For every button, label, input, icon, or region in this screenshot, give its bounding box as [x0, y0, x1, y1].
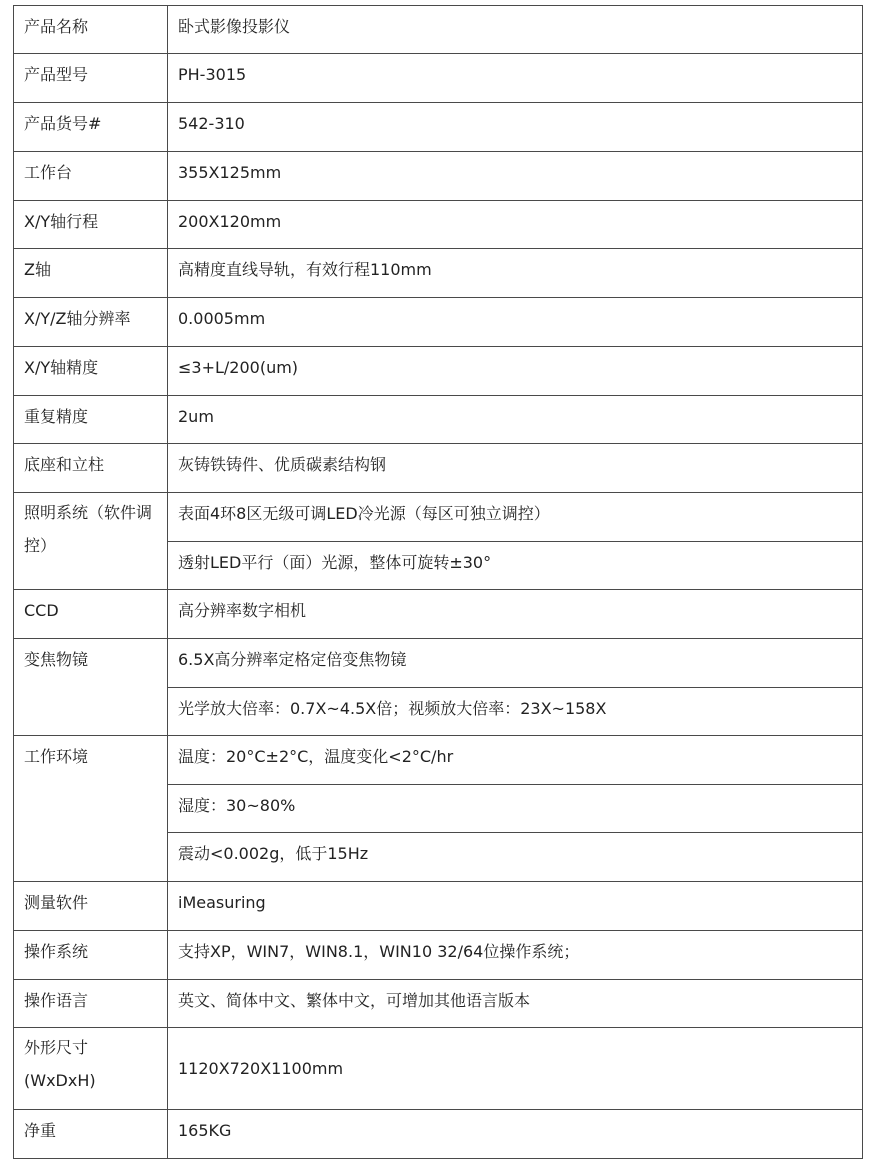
table-row [14, 1110, 863, 1159]
table-row [14, 249, 863, 298]
spec-label: 测量软件 [14, 882, 168, 931]
table-row [14, 590, 863, 639]
spec-value: 卧式影像投影仪 [168, 6, 863, 54]
spec-label: X/Y轴行程 [14, 201, 168, 249]
table-row [14, 347, 863, 396]
spec-label: 工作环境 [14, 736, 168, 882]
spec-value: 高分辨率数字相机 [168, 590, 863, 639]
table-row [14, 1028, 863, 1110]
spec-label: 操作系统 [14, 931, 168, 980]
spec-label: X/Y/Z轴分辨率 [14, 298, 168, 347]
spec-label: Z轴 [14, 249, 168, 298]
table-row [14, 152, 863, 201]
table-row [14, 201, 863, 249]
spec-label: 变焦物镜 [14, 639, 168, 736]
spec-value: ≤3+L/200(um) [168, 347, 863, 396]
spec-value: 透射LED平行（面）光源，整体可旋转±30° [168, 542, 863, 590]
spec-value: 支持XP，WIN7，WIN8.1，WIN10 32/64位操作系统； [168, 931, 863, 980]
table-row [14, 639, 863, 688]
spec-label: 照明系统（软件调控） [14, 493, 168, 590]
table-row [14, 103, 863, 152]
spec-table [13, 5, 863, 1159]
spec-label: 产品名称 [14, 6, 168, 54]
spec-label: 底座和立柱 [14, 444, 168, 493]
spec-label: 操作语言 [14, 980, 168, 1028]
table-row [14, 298, 863, 347]
spec-value: 灰铸铁铸件、优质碳素结构钢 [168, 444, 863, 493]
spec-value: 2um [168, 396, 863, 444]
spec-value: 200X120mm [168, 201, 863, 249]
spec-value: 湿度：30~80% [168, 785, 863, 833]
table-row [14, 882, 863, 931]
spec-value: 1120X720X1100mm [168, 1028, 863, 1110]
spec-value: 542-310 [168, 103, 863, 152]
spec-value: 表面4环8区无级可调LED冷光源（每区可独立调控） [168, 493, 863, 542]
spec-label: 产品型号 [14, 54, 168, 103]
table-row [14, 54, 863, 103]
table-row [14, 444, 863, 493]
spec-label: 产品货号# [14, 103, 168, 152]
spec-label: 重复精度 [14, 396, 168, 444]
spec-value: 0.0005mm [168, 298, 863, 347]
spec-label-line: (WxDxH) [24, 1071, 96, 1090]
spec-value: 光学放大倍率：0.7X~4.5X倍；视频放大倍率：23X~158X [168, 688, 863, 736]
table-row [14, 736, 863, 785]
spec-label: CCD [14, 590, 168, 639]
spec-label: 工作台 [14, 152, 168, 201]
spec-label: X/Y轴精度 [14, 347, 168, 396]
table-row [14, 493, 863, 542]
spec-value: 165KG [168, 1110, 863, 1159]
table-row [14, 980, 863, 1028]
spec-value: PH-3015 [168, 54, 863, 103]
spec-label: 净重 [14, 1110, 168, 1159]
spec-value: 震动<0.002g，低于15Hz [168, 833, 863, 882]
table-row [14, 6, 863, 54]
spec-value: 英文、简体中文、繁体中文，可增加其他语言版本 [168, 980, 863, 1028]
spec-value: 高精度直线导轨，有效行程110mm [168, 249, 863, 298]
spec-value: 温度：20°C±2°C，温度变化<2°C/hr [168, 736, 863, 785]
spec-label [14, 1028, 168, 1110]
spec-value: 355X125mm [168, 152, 863, 201]
table-row [14, 931, 863, 980]
spec-value: 6.5X高分辨率定格定倍变焦物镜 [168, 639, 863, 688]
spec-label-line: 外形尺寸 [24, 1038, 89, 1057]
spec-value: iMeasuring [168, 882, 863, 931]
table-row [14, 396, 863, 444]
